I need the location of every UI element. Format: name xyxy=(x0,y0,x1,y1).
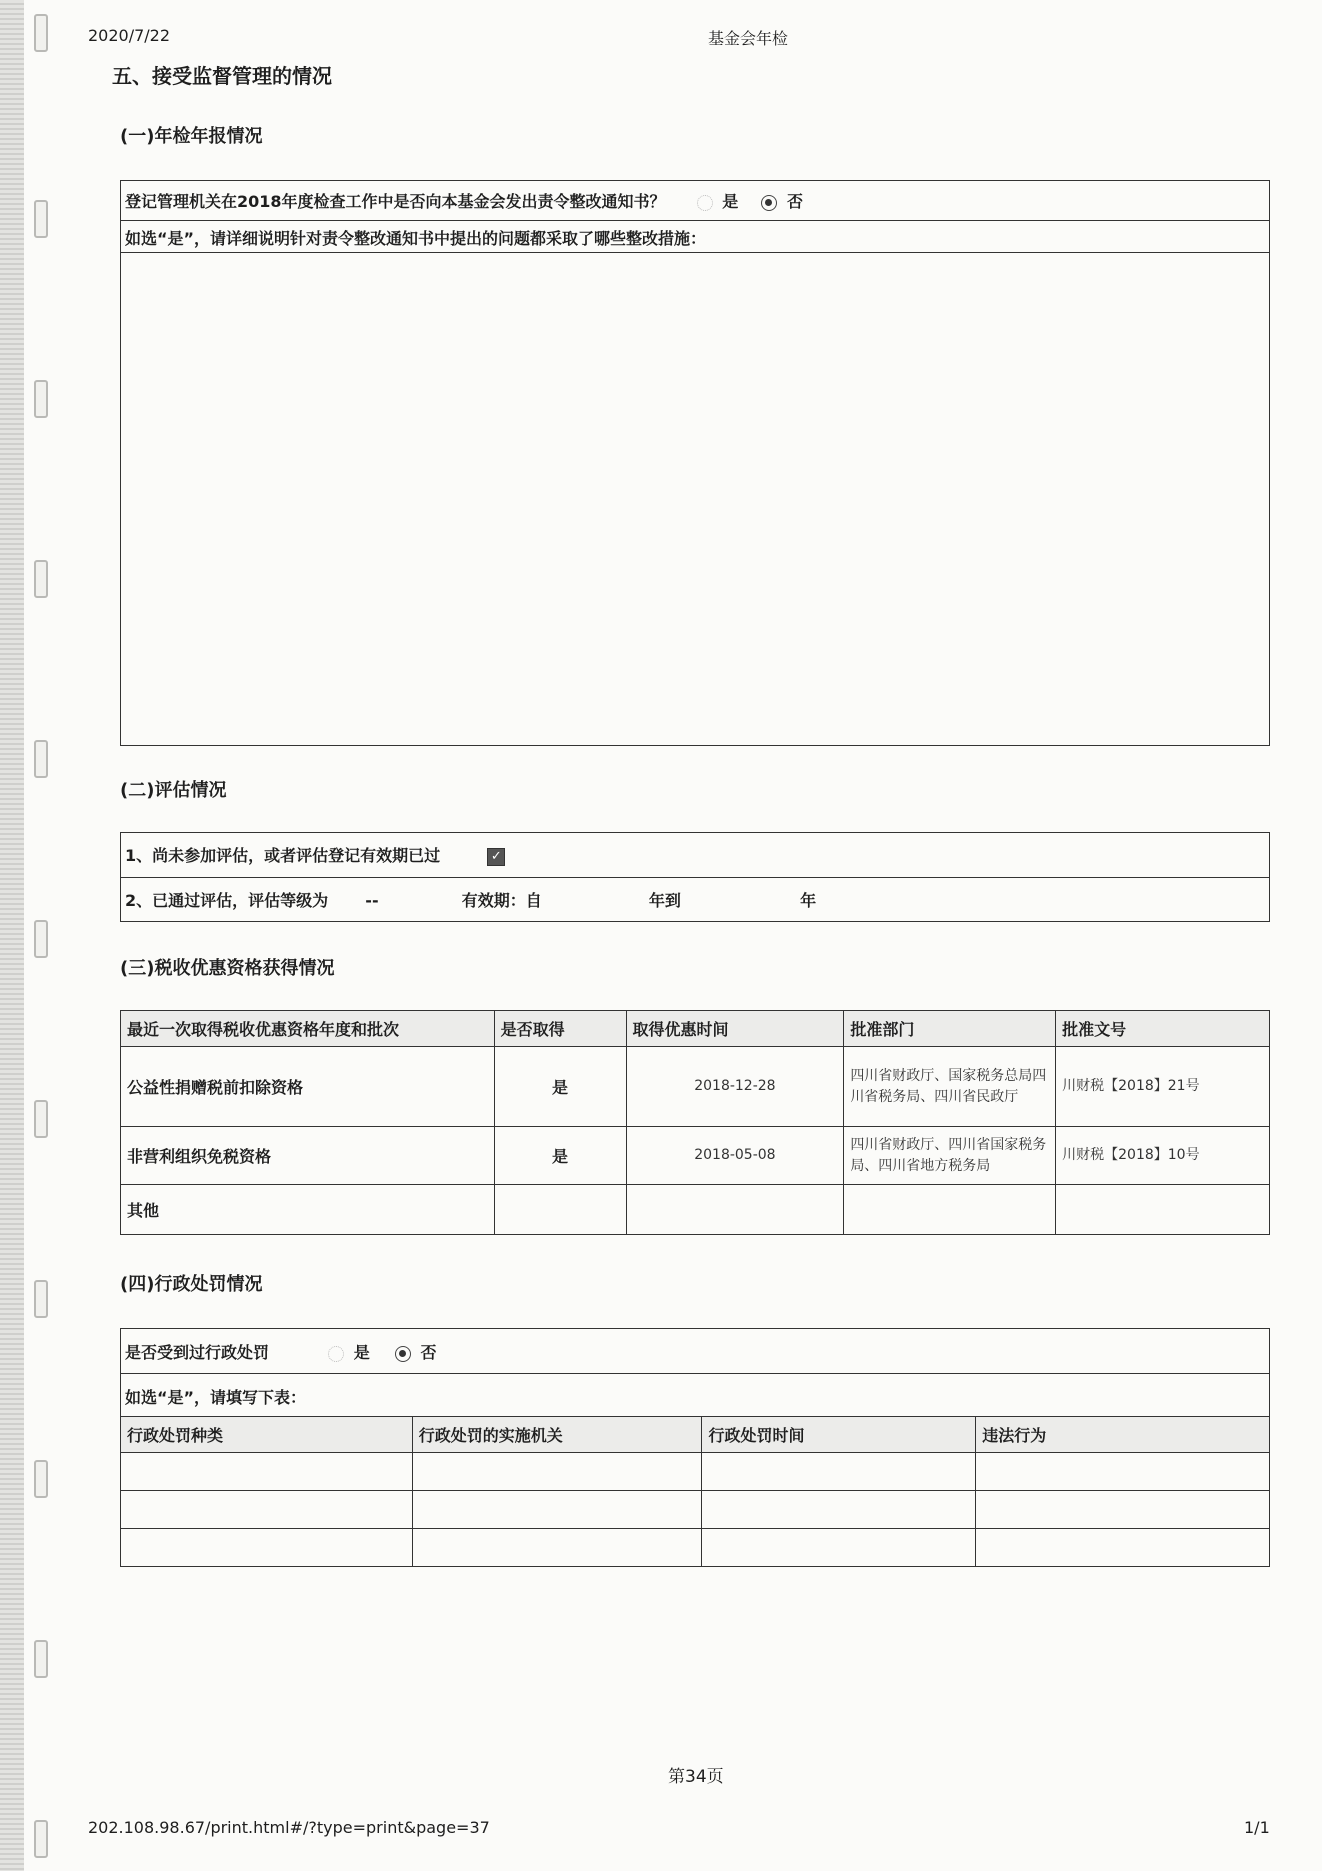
tax-header: 最近一次取得税收优惠资格年度和批次 xyxy=(121,1011,495,1047)
evaluation-title: (二)评估情况 xyxy=(120,780,227,801)
penalty-cell[interactable] xyxy=(702,1491,976,1529)
penalty-cell[interactable] xyxy=(412,1491,702,1529)
evaluation-box xyxy=(120,832,1270,922)
section-title: 五、接受监督管理的情况 xyxy=(112,64,332,88)
tax-date: 2018-05-08 xyxy=(626,1127,844,1185)
penalty-header: 行政处罚种类 xyxy=(121,1417,413,1453)
tax-date: 2018-12-28 xyxy=(626,1047,844,1127)
annual-prompt-row xyxy=(121,221,1269,253)
penalty-prompt: 如选“是”，请填写下表： xyxy=(125,1388,307,1407)
binding-hole xyxy=(34,1460,48,1498)
tax-title: (三)税收优惠资格获得情况 xyxy=(120,958,335,979)
penalty-cell[interactable] xyxy=(702,1453,976,1491)
tax-row xyxy=(121,1185,1270,1235)
evaluation-row-2 xyxy=(121,878,1269,923)
penalty-cell[interactable] xyxy=(121,1529,413,1567)
penalty-cell[interactable] xyxy=(976,1529,1270,1567)
penalty-cell[interactable] xyxy=(412,1529,702,1567)
penalty-row xyxy=(121,1453,1270,1491)
tax-dept[interactable]: 四川省财政厅、四川省国家税务局、四川省地方税务局 xyxy=(844,1127,1056,1185)
tax-row xyxy=(121,1127,1270,1185)
annual-measures-textarea[interactable] xyxy=(121,253,1269,745)
tax-type: 非营利组织免税资格 xyxy=(121,1127,495,1185)
tax-dept[interactable] xyxy=(844,1185,1056,1235)
page-count: 1/1 xyxy=(1244,1818,1270,1837)
penalty-row xyxy=(121,1529,1270,1567)
penalty-row xyxy=(121,1491,1270,1529)
binding-hole xyxy=(34,1100,48,1138)
annual-question: 登记管理机关在2018年度检查工作中是否向本基金会发出责令整改通知书？ xyxy=(125,192,666,211)
penalty-prompt-row xyxy=(121,1374,1269,1419)
annual-prompt: 如选“是”，请详细说明针对责令整改通知书中提出的问题都采取了哪些整改措施： xyxy=(125,229,707,248)
tax-doc[interactable]: 川财税【2018】21号 xyxy=(1056,1047,1270,1127)
penalty-header: 行政处罚的实施机关 xyxy=(412,1417,702,1453)
annual-box xyxy=(120,180,1270,746)
penalty-title: (四)行政处罚情况 xyxy=(120,1274,263,1295)
tax-doc[interactable]: 川财税【2018】10号 xyxy=(1056,1127,1270,1185)
header-title: 基金会年检 xyxy=(708,29,789,48)
evaluation-year: 年 xyxy=(800,891,817,910)
tax-type: 其他 xyxy=(121,1185,495,1235)
evaluation-row-1 xyxy=(121,833,1269,878)
header-date: 2020/7/22 xyxy=(88,26,171,45)
annual-no-radio[interactable] xyxy=(761,195,777,211)
binding-strip xyxy=(0,0,24,1871)
penalty-table xyxy=(120,1416,1270,1567)
binding-hole xyxy=(34,1820,48,1858)
tax-obtained[interactable] xyxy=(494,1185,626,1235)
penalty-yes-radio[interactable] xyxy=(328,1346,344,1362)
penalty-cell[interactable] xyxy=(121,1491,413,1529)
penalty-cell[interactable] xyxy=(702,1529,976,1567)
tax-date[interactable] xyxy=(626,1185,844,1235)
tax-dept[interactable]: 四川省财政厅、国家税务总局四川省税务局、四川省民政厅 xyxy=(844,1047,1056,1127)
penalty-header: 行政处罚时间 xyxy=(702,1417,976,1453)
annual-no-label: 否 xyxy=(787,192,804,211)
evaluation-level: -- xyxy=(365,891,379,910)
binding-hole xyxy=(34,920,48,958)
tax-obtained: 是 xyxy=(494,1127,626,1185)
tax-header: 批准文号 xyxy=(1056,1011,1270,1047)
tax-type: 公益性捐赠税前扣除资格 xyxy=(121,1047,495,1127)
penalty-no-radio[interactable] xyxy=(395,1346,411,1362)
tax-header-row xyxy=(121,1011,1270,1047)
tax-header: 取得优惠时间 xyxy=(626,1011,844,1047)
evaluation-year-to: 年到 xyxy=(648,891,681,910)
penalty-cell[interactable] xyxy=(976,1491,1270,1529)
penalty-no-label: 否 xyxy=(420,1343,437,1362)
penalty-cell[interactable] xyxy=(121,1453,413,1491)
print-url: 202.108.98.67/print.html#/?type=print&page=37 xyxy=(88,1818,490,1837)
penalty-cell[interactable] xyxy=(412,1453,702,1491)
evaluation-valid-from: 有效期：自 xyxy=(461,891,542,910)
evaluation-checkbox[interactable]: ✓ xyxy=(487,848,505,866)
binding-hole xyxy=(34,560,48,598)
evaluation-row2-label: 2、已通过评估，评估等级为 xyxy=(125,891,329,910)
penalty-box xyxy=(120,1328,1270,1418)
penalty-header-row xyxy=(121,1417,1270,1453)
penalty-question-row xyxy=(121,1329,1269,1374)
binding-hole xyxy=(34,200,48,238)
annual-question-row xyxy=(121,181,1269,221)
binding-hole xyxy=(34,14,48,52)
tax-row xyxy=(121,1047,1270,1127)
penalty-header: 违法行为 xyxy=(976,1417,1270,1453)
tax-header: 是否取得 xyxy=(494,1011,626,1047)
penalty-yes-label: 是 xyxy=(353,1343,370,1362)
tax-doc[interactable] xyxy=(1056,1185,1270,1235)
binding-hole xyxy=(34,380,48,418)
binding-hole xyxy=(34,740,48,778)
evaluation-row1-label: 1、尚未参加评估，或者评估登记有效期已过 xyxy=(125,846,441,865)
tax-table xyxy=(120,1010,1270,1235)
annual-title: (一)年检年报情况 xyxy=(120,126,263,147)
annual-yes-radio[interactable] xyxy=(697,195,713,211)
page-number: 第34页 xyxy=(668,1767,724,1787)
binding-hole xyxy=(34,1640,48,1678)
annual-yes-label: 是 xyxy=(722,192,739,211)
penalty-question: 是否受到过行政处罚 xyxy=(125,1343,270,1362)
penalty-cell[interactable] xyxy=(976,1453,1270,1491)
binding-hole xyxy=(34,1280,48,1318)
tax-header: 批准部门 xyxy=(844,1011,1056,1047)
tax-obtained: 是 xyxy=(494,1047,626,1127)
